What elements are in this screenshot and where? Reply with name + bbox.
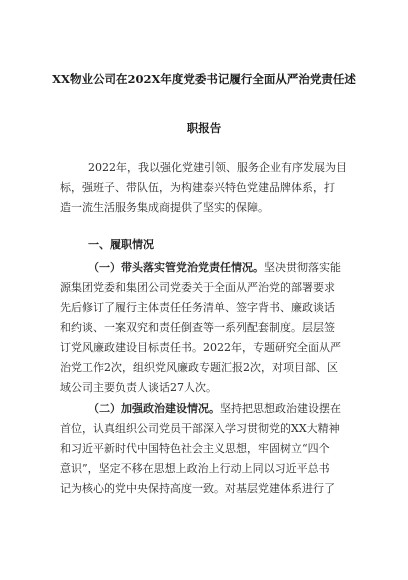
- item1-line-5: 订党风廉政建设目标责任书。2022年，专题研究全面从严: [60, 341, 341, 354]
- item1-line-4: 和约谈、一案双究和责任倒查等一系列配套制度。层层签: [60, 321, 335, 334]
- item1-lead: （一）带头落实管党治党责任情况。: [88, 261, 264, 274]
- item1-line-3: 先后修订了履行主体责任任务清单、签字背书、廉政谈话: [60, 301, 335, 314]
- item2-paragraph: [60, 399, 352, 499]
- document-title-line2: 职报告: [186, 121, 222, 135]
- item2-line-2: 首位，认真组织公司党员干部深入学习贯彻党的XX大精神: [60, 422, 340, 435]
- section-heading-1: 一、履职情况: [88, 238, 154, 251]
- document-title-line1: XX物业公司在202X年度党委书记履行全面从严治党责任述: [52, 72, 356, 86]
- intro-line-2: 标，强班子、带队伍，为构建泰兴特色党建品牌体系，打: [60, 181, 335, 194]
- item2-line-3: 和习近平新时代中国特色社会主义思想，牢固树立“四个: [60, 442, 330, 455]
- item1-line-7: 域公司主要负责人谈话27人次。: [60, 381, 217, 394]
- item1-first-line: [60, 258, 352, 278]
- intro-paragraph: [60, 158, 352, 218]
- item1-first-line-rest: 坚决贯彻落实能: [264, 261, 341, 274]
- item2-line-5: 记为核心的党中央保持高度一致。对基层党建体系进行了: [60, 482, 335, 495]
- item2-lead: （二）加强政治建设情况。: [88, 402, 220, 415]
- intro-line-3: 造一流生活服务集成商提供了坚实的保障。: [60, 201, 269, 214]
- intro-line-1: 2022年，我以强化党建引领、服务企业有序发展为目: [88, 161, 347, 174]
- item2-line-4: 意识”，坚定不移在思想上政治上行动上同以习近平总书: [60, 462, 330, 475]
- item1-line-6: 治党工作2次，组织党风廉政专题汇报2次，对项目部、区: [60, 361, 338, 374]
- item2-first-line-rest: 坚持把思想政治建设摆在: [220, 402, 341, 415]
- item1-paragraph: [60, 258, 352, 398]
- item2-first-line: [60, 399, 352, 419]
- item1-line-2: 源集团党委和集团公司党委关于全面从严治党的部署要求: [60, 281, 335, 294]
